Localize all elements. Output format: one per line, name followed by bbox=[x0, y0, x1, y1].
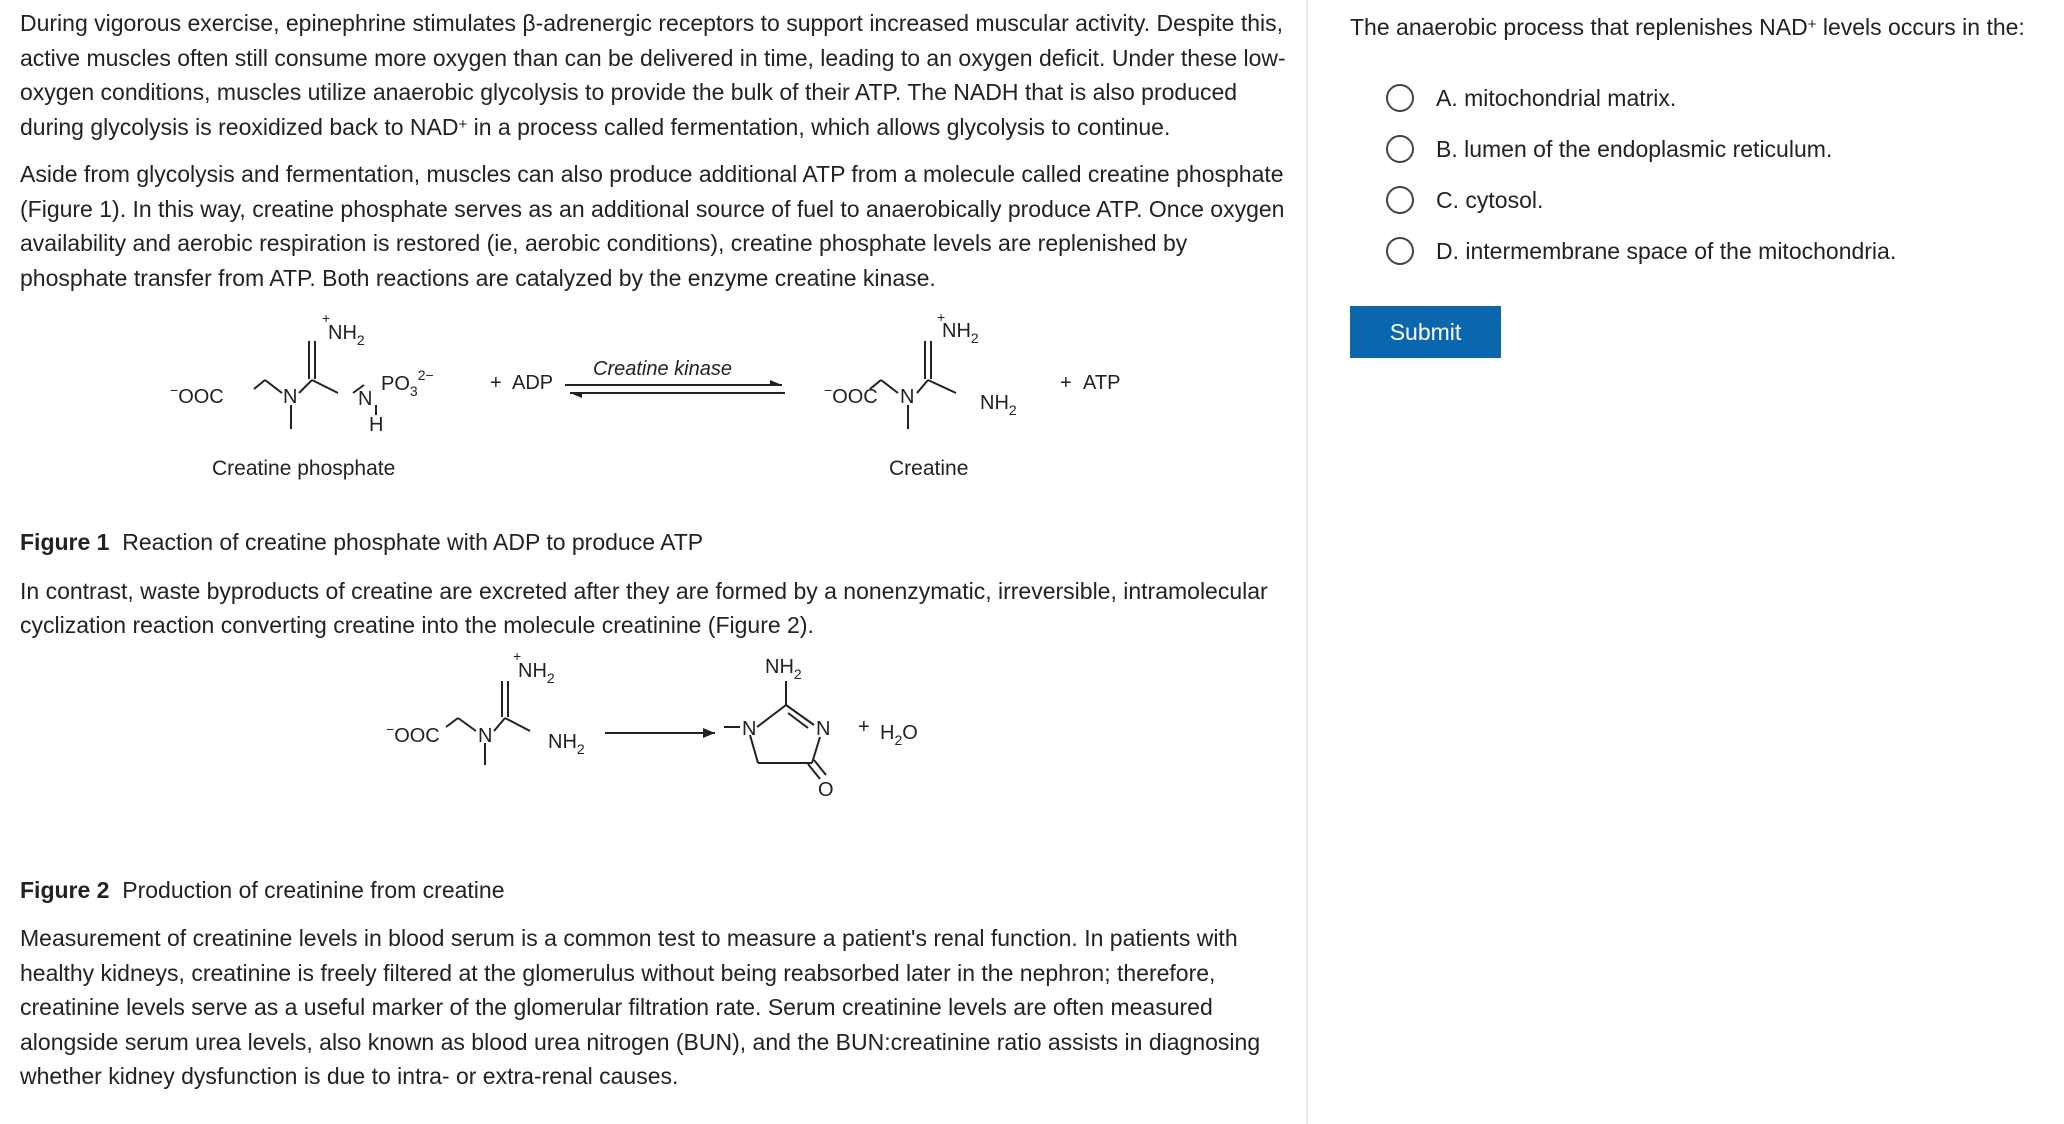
svg-text:+: + bbox=[322, 310, 331, 326]
radio-c[interactable] bbox=[1386, 186, 1414, 214]
figure-2-caption: Figure 2 Production of creatinine from creatine bbox=[20, 876, 505, 903]
svg-text:+: + bbox=[858, 715, 870, 738]
svg-text:N: N bbox=[816, 717, 831, 740]
svg-text:+: + bbox=[937, 309, 946, 325]
radio-d[interactable] bbox=[1386, 237, 1414, 265]
radio-b[interactable] bbox=[1386, 135, 1414, 163]
svg-text:N: N bbox=[478, 724, 493, 747]
svg-text:+: + bbox=[513, 647, 522, 664]
figure-2-diagram bbox=[20, 643, 1280, 873]
question-panel bbox=[1350, 10, 2050, 358]
svg-text:−OOC: −OOC bbox=[824, 382, 878, 408]
svg-text:H: H bbox=[369, 414, 384, 436]
option-b[interactable]: B. lumen of the endoplasmic reticulum. bbox=[1350, 123, 2050, 174]
radio-a[interactable] bbox=[1386, 84, 1414, 112]
svg-text:+: + bbox=[490, 372, 502, 394]
product-name: Creatine bbox=[889, 457, 969, 480]
svg-text:NH2: $NH_2$ bbox=[942, 320, 979, 346]
answer-options bbox=[1350, 72, 2050, 276]
svg-text:NH2: $NH_2$ bbox=[328, 322, 365, 348]
figure-1-caption: Figure 1 Reaction of creatine phosphate with ADP to produce ATP bbox=[20, 529, 704, 555]
svg-text:N: N bbox=[358, 388, 373, 410]
svg-text:PO32−: $PO_3^{2-}$ bbox=[381, 367, 434, 399]
pane-divider bbox=[1306, 0, 1308, 1124]
svg-text:−OOC: −OOC bbox=[170, 382, 224, 408]
svg-text:N: N bbox=[742, 717, 757, 740]
svg-text:H2O: $H_2O$ bbox=[880, 721, 918, 748]
svg-text:+: + bbox=[1060, 372, 1072, 394]
figure-1-diagram bbox=[20, 295, 1280, 525]
option-a[interactable]: A. mitochondrial matrix. bbox=[1350, 72, 2050, 123]
svg-text:NH2: $NH_2$ bbox=[765, 655, 802, 682]
atp-label: ATP bbox=[1083, 372, 1121, 394]
n-label: N bbox=[283, 386, 298, 408]
option-c[interactable]: C. cytosol. bbox=[1350, 174, 2050, 225]
svg-text:O: O bbox=[818, 778, 834, 801]
svg-text:NH2: $NH_2$ bbox=[548, 730, 585, 757]
figure-1 bbox=[20, 295, 1286, 525]
option-d[interactable]: D. intermembrane space of the mitochondria. bbox=[1350, 225, 2050, 276]
svg-text:−OOC: −OOC bbox=[386, 720, 440, 747]
reactant-name: Creatine phosphate bbox=[212, 457, 396, 480]
enzyme-label: Creatine kinase bbox=[593, 358, 732, 380]
question-stem: The anaerobic process that replenishes NAD+ levels occurs in the: bbox=[1350, 14, 2025, 40]
passage-paragraph-2: Aside from glycolysis and fermentation, muscles can also produce additional ATP from a molecule called creatine phosphate (Figure 1). In this way, creatine phosphate serves as an additional source of fuel to anaerobically produce ATP. Once oxygen availability and aerobic respiration is restored (ie, aerobic conditions), creatine phosphate levels are replenished by phosphate transfer from ATP. Both reactions are catalyzed by the enzyme creatine kinase. bbox=[20, 161, 1285, 291]
passage-paragraph-3: In contrast, waste byproducts of creatine are excreted after they are formed by a nonenzymatic, irreversible, intramolecular cyclization reaction converting creatine into the molecule creatinine (Figure 2). bbox=[20, 577, 1268, 638]
submit-button[interactable]: Submit bbox=[1350, 306, 1501, 358]
figure-2 bbox=[20, 643, 1286, 873]
passage-paragraph-4: Measurement of creatinine levels in blood serum is a common test to measure a patient's renal function. In patients with healthy kidneys, creatinine is freely filtered at the glomerulus without being reabsorbed later in the nephron; therefore, creatinine levels serve as a useful marker of the glomerular filtration rate. Serum creatinine levels are often measured alongside serum urea levels, also known as blood urea nitrogen (BUN), and the BUN:creatinine ratio assists in diagnosing whether kidney dysfunction is due to intra- or extra-renal causes. bbox=[20, 925, 1261, 1089]
svg-text:N: N bbox=[900, 386, 915, 408]
svg-text:NH2: $NH_2$ bbox=[518, 659, 555, 686]
svg-text:NH2: $NH_2$ bbox=[980, 392, 1017, 418]
adp-label: ADP bbox=[512, 372, 554, 394]
passage-paragraph-1: During vigorous exercise, epinephrine stimulates β-adrenergic receptors to support increased muscular activity. Despite this, active muscles often still consume more oxygen than can be delivered in time, leading to an oxygen deficit. Under these low-oxygen conditions, muscles utilize anaerobic glycolysis to provide the bulk of their ATP. The NADH that is also produced during glycolysis is reoxidized back to NAD+ in a process called fermentation, which allows glycolysis to continue. bbox=[20, 10, 1286, 140]
